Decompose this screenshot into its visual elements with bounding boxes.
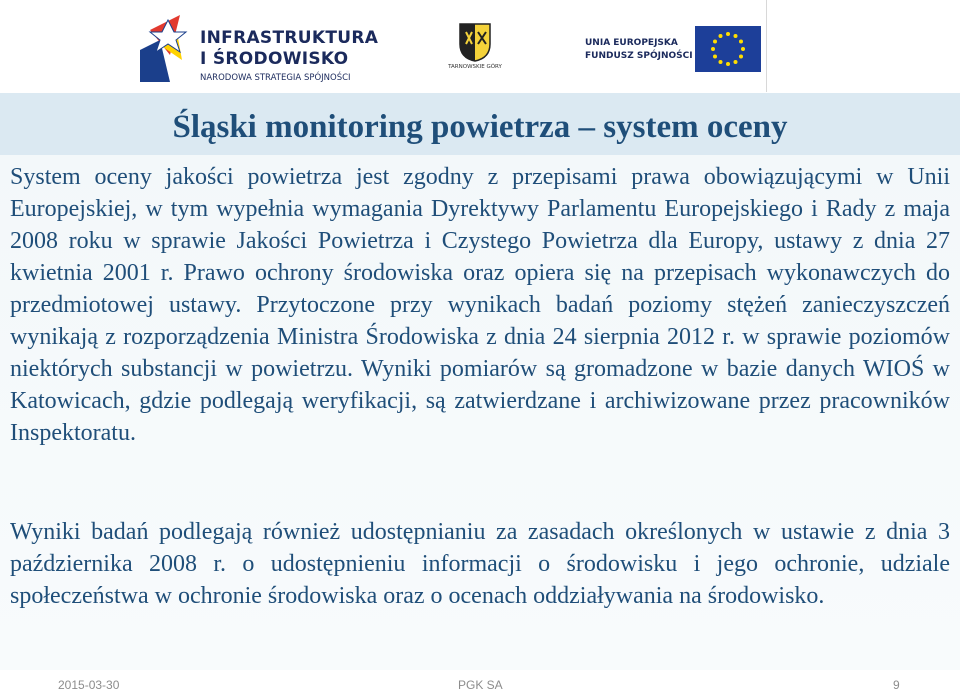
body-paragraph-2: Wyniki badań podlegają również udostępnianiu za zasadach określonych w ustawie z dnia 3 października 2008 r. o udostępnieniu informacji o środowisku i jego ochronie, udziale społeczeństwa w ochronie środowiska oraz o ocenach oddziaływania na środowisko. xyxy=(10,519,950,609)
infra-title-line1: INFRASTRUKTURA xyxy=(200,28,379,48)
eu-logo xyxy=(585,26,765,76)
logo-bar xyxy=(0,0,960,92)
footer-center-text: PGK SA xyxy=(458,678,503,692)
infra-title-line2: I ŚRODOWISKO xyxy=(200,49,349,69)
infra-subtitle: NARODOWA STRATEGIA SPÓJNOŚCI xyxy=(200,73,351,83)
coat-of-arms-icon xyxy=(458,22,492,62)
town-caption: TARNOWSKIE GÓRY xyxy=(448,64,502,70)
star-logo-icon xyxy=(140,10,190,82)
eu-flag-icon xyxy=(695,26,761,72)
slide-title: Śląski monitoring powietrza – system oceny xyxy=(172,109,788,145)
tarnowskie-gory-logo xyxy=(440,22,510,82)
header-divider xyxy=(766,0,767,92)
eu-line1: UNIA EUROPEJSKA xyxy=(585,38,678,48)
body-paragraph-1: System oceny jakości powietrza jest zgodny z przepisami prawa obowiązującymi w Unii Europejskiej, w tym wypełnia wymagania Dyrektywy Parlamentu Europejskiego i Rady z maja 2008 roku w sprawie Jakości Powietrza i Czystego Powietrza dla Europy, ustawy z dnia 27 kwietnia 2001 r. Prawo ochrony środowiska oraz opiera się na przepisach wykonawczych do przedmiotowej ustawy. Przytoczone przy wynikach badań poziomy stężeń zanieczyszczeń wynikają z rozporządzenia Ministra Środowiska z dnia 24 sierpnia 2012 r. w sprawie poziomów niektórych substancji w powietrzu. Wyniki pomiarów są gromadzone w bazie danych WIOŚ w Katowicach, gdzie podlegają weryfikacji, są zatwierdzane i archiwizowane przez pracowników Inspektoratu. xyxy=(10,164,950,446)
footer-date: 2015-03-30 xyxy=(58,678,120,692)
page-number: 9 xyxy=(893,678,900,692)
infrastruktura-logo xyxy=(140,10,379,86)
eu-line2: FUNDUSZ SPÓJNOŚCI xyxy=(585,51,693,61)
